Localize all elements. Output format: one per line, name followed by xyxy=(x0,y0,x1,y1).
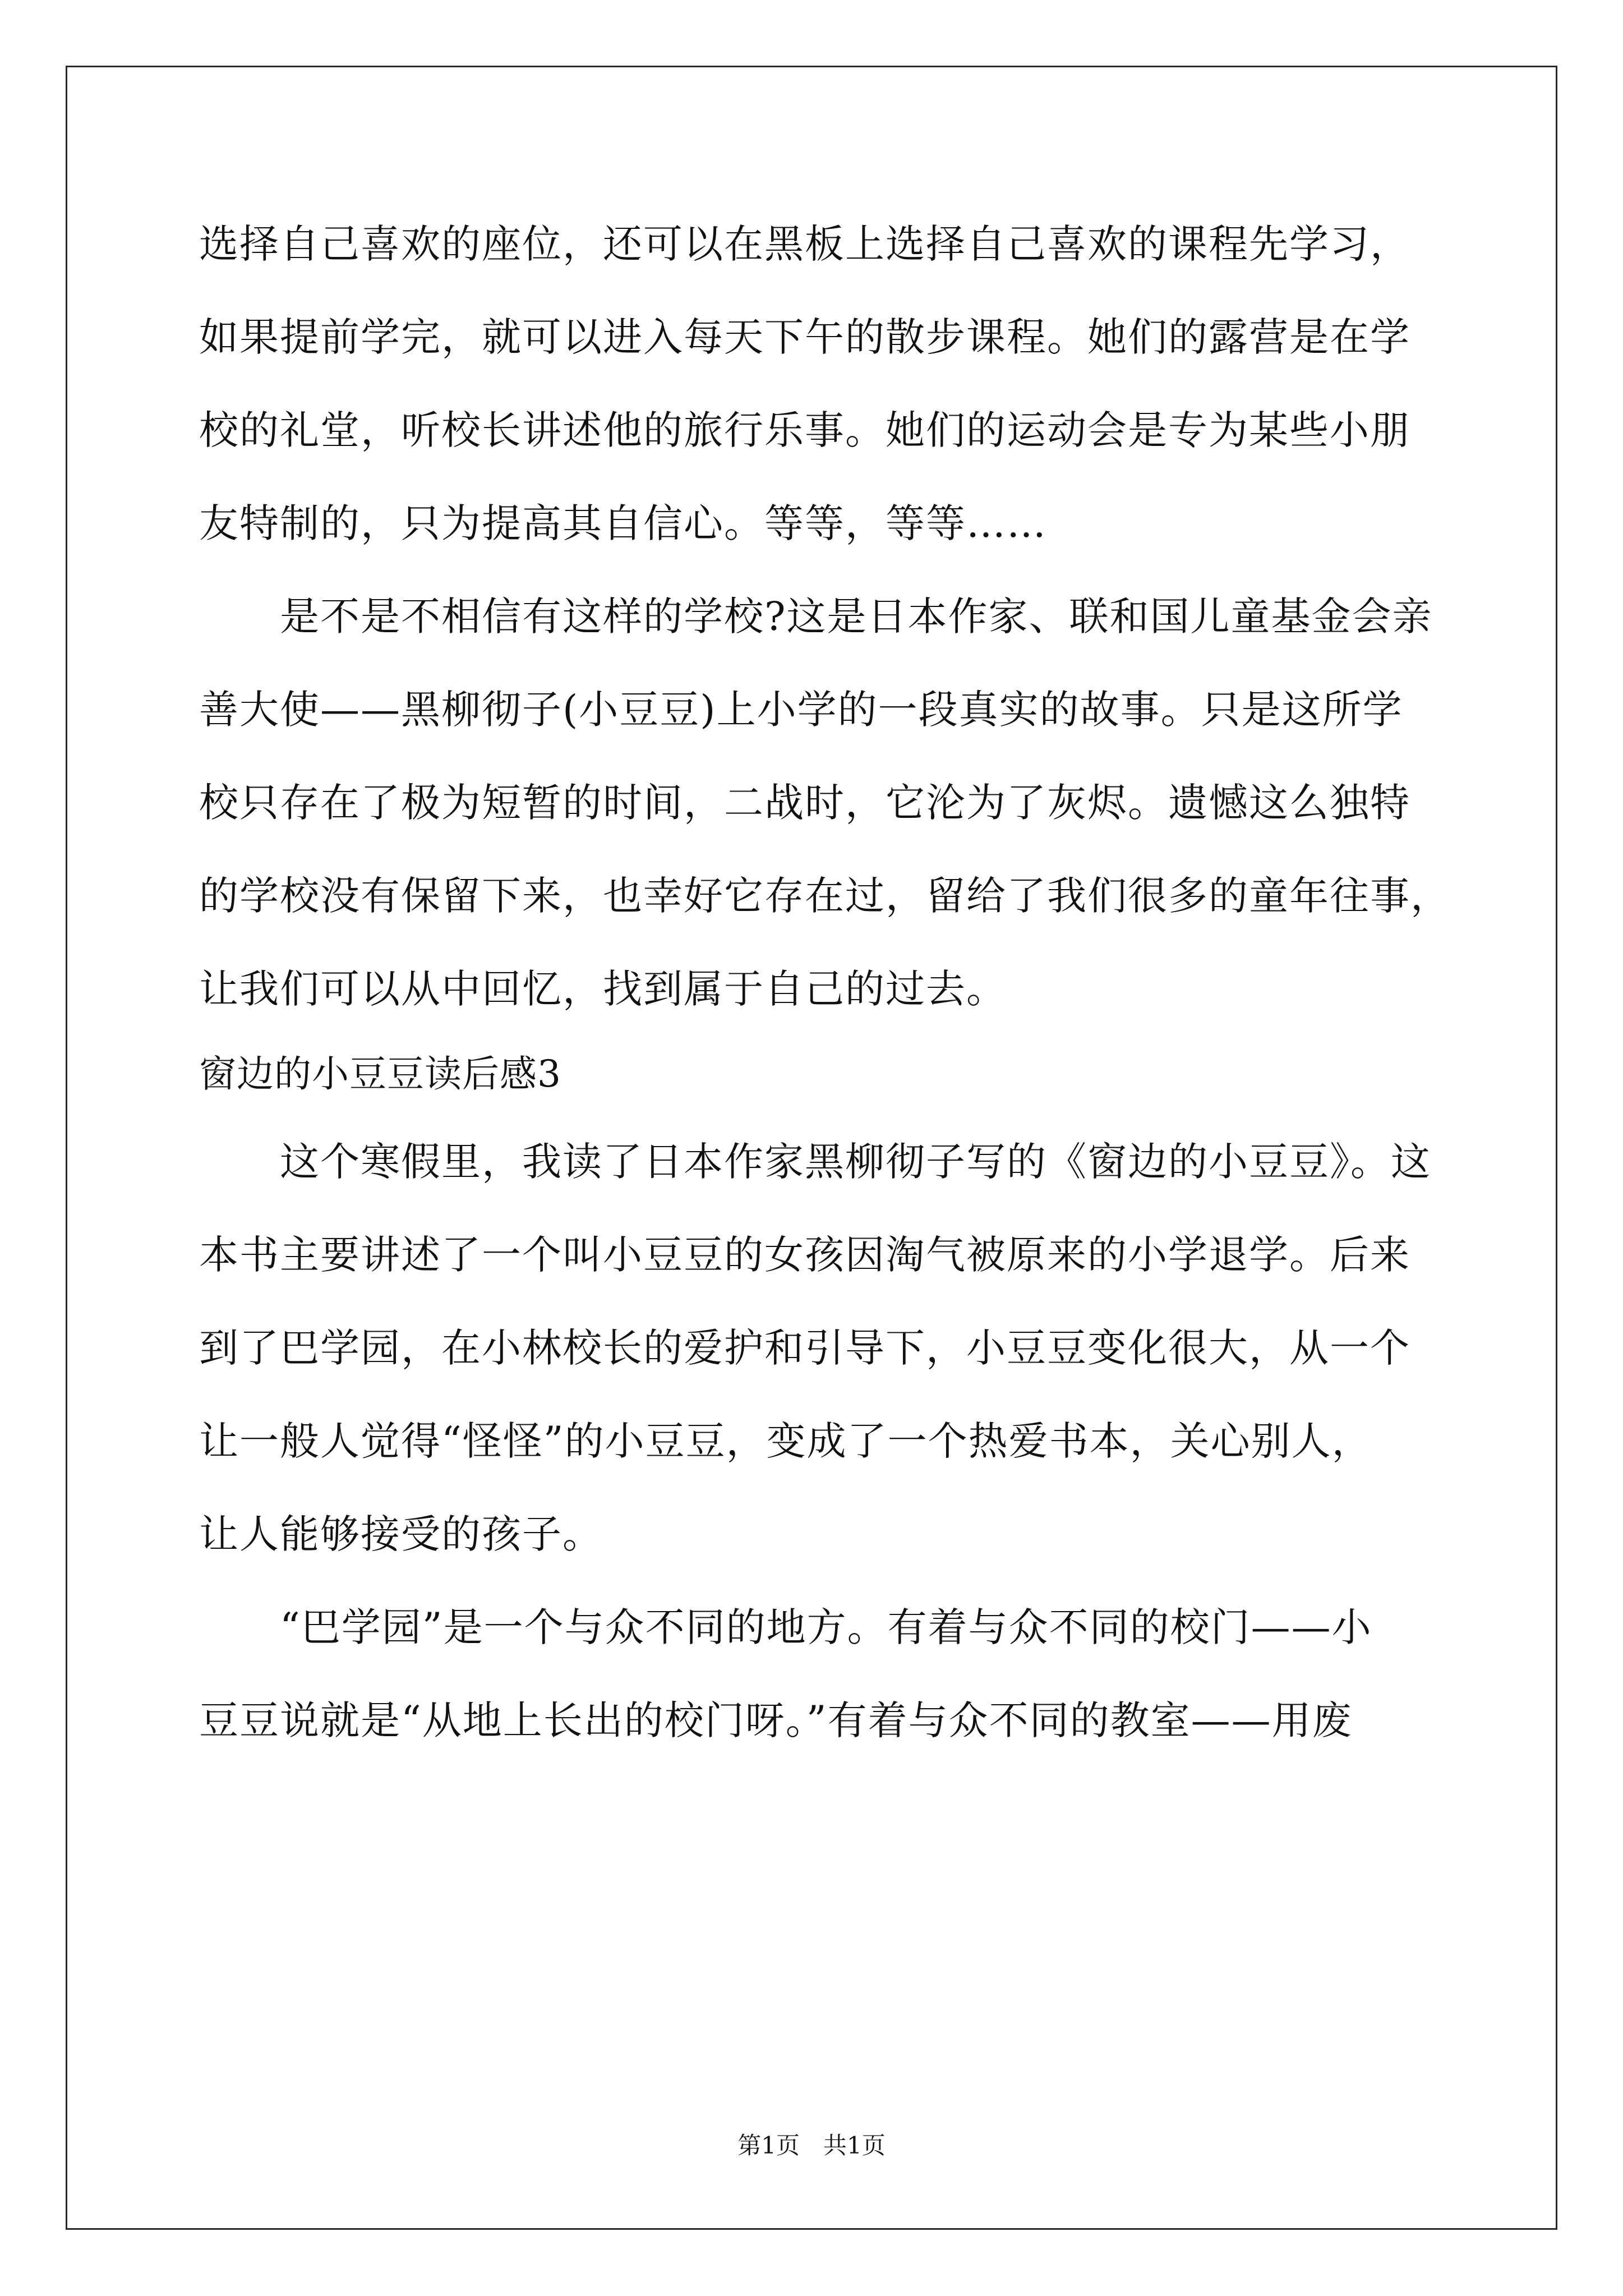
text-line: 校只存在了极为短暂的时间，二战时，它沦为了灰烬。遗憾这么独特 xyxy=(199,780,1410,826)
text-line: 本书主要讲述了一个叫小豆豆的女孩因淘气被原来的小学退学。后来 xyxy=(199,1232,1410,1278)
text-line: 校的礼堂，听校长讲述他的旅行乐事。她们的运动会是专为某些小朋 xyxy=(199,407,1410,453)
page-number-footer: 第1页 共1页 xyxy=(737,2132,886,2159)
text-line: 豆豆说就是“从地上长出的校门呀。”有着与众不同的教室——用废 xyxy=(199,1697,1353,1743)
text-line: 让一般人觉得“怪怪”的小豆豆，变成了一个热爱书本，关心别人， xyxy=(199,1418,1372,1464)
text-line: 如果提前学完，就可以进入每天下午的散步课程。她们的露营是在学 xyxy=(199,314,1410,360)
paragraph-start-line: 这个寒假里，我读了日本作家黑柳彻子写的《窗边的小豆豆》。这 xyxy=(199,1139,1431,1185)
text-line: 让人能够接受的孩子。 xyxy=(199,1511,603,1557)
text-line: 让我们可以从中回忆，找到属于自己的过去。 xyxy=(199,966,1007,1012)
text-line: 的学校没有保留下来，也幸好它存在过，留给了我们很多的童年往事， xyxy=(199,873,1451,919)
paragraph-start-line: “巴学园”是一个与众不同的地方。有着与众不同的校门——小 xyxy=(199,1604,1372,1650)
text-line: 选择自己喜欢的座位，还可以在黑板上选择自己喜欢的课程先学习， xyxy=(199,221,1410,267)
text-line: 善大使——黑柳彻子(小豆豆)上小学的一段真实的故事。只是这所学 xyxy=(199,687,1403,733)
section-heading: 窗边的小豆豆读后感3 xyxy=(199,1052,561,1096)
text-line: 到了巴学园，在小林校长的爱护和引导下，小豆豆变化很大，从一个 xyxy=(199,1325,1410,1371)
text-line: 友特制的，只为提高其自信心。等等，等等…… xyxy=(199,500,1047,546)
paragraph-start-line: 是不是不相信有这样的学校?这是日本作家、联和国儿童基金会亲 xyxy=(199,593,1433,639)
